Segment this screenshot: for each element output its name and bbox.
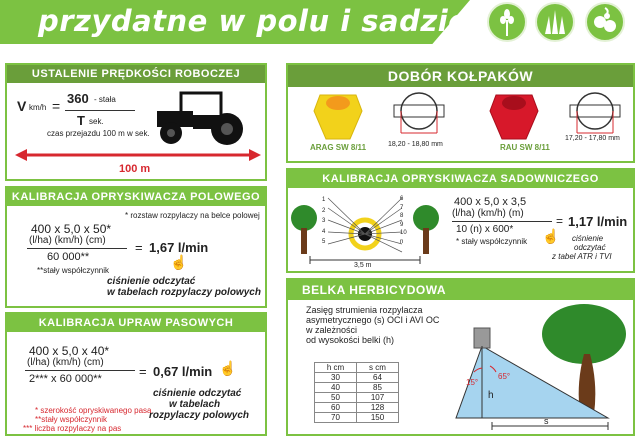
rau-label: RAU SW 8/11 (500, 143, 550, 152)
page-header (0, 0, 640, 44)
herb-angle-1: 15° (466, 378, 479, 387)
rau-range: 17,20 - 17,80 mm (565, 135, 620, 142)
time-note: czas przejazdu 100 m w sek. (47, 129, 150, 138)
herbicide-panel (286, 278, 635, 436)
herb-angle-2: 65° (498, 372, 511, 381)
caps-panel (286, 63, 635, 163)
nozzle-number: 7 (400, 204, 404, 211)
table-cell: 107 (357, 393, 399, 403)
row-denominator: 2*** x 60 000** (29, 373, 102, 385)
hand-pointer-icon: ☝ (219, 360, 237, 376)
row-note-3: *** liczba rozpylaczy na pas (23, 424, 122, 433)
table-header: h cm (315, 363, 357, 373)
field-read-1: ciśnienie odczytać (107, 276, 196, 287)
arag-dimension-diagram (384, 89, 454, 145)
orchard-denominator: 10 (n) x 600* (456, 224, 514, 235)
orchard-diagram (290, 194, 440, 272)
orchard-fraction-line (452, 221, 552, 222)
speed-fraction-line (65, 110, 135, 111)
nozzle-number: 3 (322, 218, 326, 224)
table-cell: 40 (315, 383, 357, 393)
row-note-2: **stały współczynnik (35, 415, 108, 424)
orchard-read-1: ciśnienie (572, 234, 604, 243)
field-denominator: 60 000** (47, 251, 90, 263)
speed-title: USTALENIE PRĘDKOŚCI ROBOCZEJ CIĄGNIKA (7, 65, 265, 83)
field-eq: = (135, 240, 143, 255)
orchard-read-3: z tabel ATR i TVI (552, 252, 612, 261)
hand-pointer-icon: ☝ (542, 228, 560, 244)
speed-eq: = (52, 98, 61, 114)
herb-desc-1: Zasięg strumienia rozpylacza (306, 305, 423, 315)
speed-denominator: T (77, 113, 85, 128)
nozzle-number: 2 (322, 207, 326, 214)
orchard-eq: = (556, 214, 564, 228)
herb-desc-4: od wysokości belki (h) (306, 335, 395, 345)
orchard-width-label: 3,5 m (354, 262, 372, 269)
herb-s-label: s (544, 416, 549, 426)
nozzle-number: 4 (322, 228, 326, 235)
field-result: 1,67 l/min (149, 240, 209, 255)
field-read-2: w tabelach rozpylaczy polowych (107, 287, 261, 298)
table-cell: 50 (315, 393, 357, 403)
orchard-result: 1,17 l/min (568, 214, 628, 229)
nozzle-number: 10 (400, 230, 407, 236)
tractor-icon (153, 89, 261, 147)
nozzle-number: 1 (322, 197, 326, 203)
nozzle-number: 5 (322, 239, 326, 245)
distance-label: 100 m (119, 163, 151, 175)
hand-pointer-icon: ☝ (170, 254, 188, 270)
herb-h-label: h (488, 390, 494, 401)
table-cell: 64 (357, 373, 399, 383)
table-row (315, 383, 399, 393)
nozzle-number: 9 (400, 221, 404, 228)
row-crop-panel (5, 312, 267, 436)
row-note-1: * szerokość opryskiwanego pasa (35, 406, 152, 415)
orchard-title: KALIBRACJA OPRYSKIWACZA SADOWNICZEGO (288, 170, 633, 188)
table-cell: 30 (315, 373, 357, 383)
field-calibration-panel (5, 186, 267, 308)
orchard-note-const: * stały współczynnik (456, 237, 528, 246)
row-read-2: w tabelach (169, 399, 221, 410)
herb-desc-3: w zależności (306, 325, 358, 335)
herb-desc-2: asymetrycznego (s) OCI i AVI OC (306, 315, 440, 325)
orchard-left-nums (322, 195, 325, 248)
herb-table (314, 362, 399, 423)
nozzle-number: n (400, 238, 404, 245)
cereal-icon (487, 2, 527, 42)
row-units: (l/ha) (km/h) (cm) (27, 357, 104, 368)
row-numerator: 400 x 5,0 x 40* (29, 344, 110, 358)
arag-label: ARAG SW 8/11 (310, 143, 367, 152)
tree-icon (413, 205, 439, 254)
herb-title: BELKA HERBICYDOWA (288, 280, 633, 300)
field-note-top: * rozstaw rozpylaczy na belce polowej (125, 211, 260, 220)
caps-title: DOBÓR KOŁPAKÓW (288, 65, 633, 87)
v-unit: km/h (29, 103, 47, 112)
herbicide-diagram (434, 302, 634, 436)
field-title: KALIBRACJA OPRYSKIWACZA POLOWEGO (7, 188, 265, 206)
row-title: KALIBRACJA UPRAW PASOWYCH (7, 314, 265, 332)
field-numerator: 400 x 5,0 x 50* (31, 222, 112, 236)
row-fraction-line (25, 370, 135, 371)
speed-numerator: 360 (67, 91, 89, 106)
table-row (315, 413, 399, 423)
orchard-read-2: odczytać (574, 243, 606, 252)
row-result: 0,67 l/min (153, 364, 213, 379)
field-note-const: **stały współczynnik (37, 266, 110, 275)
table-header-row (315, 363, 399, 373)
rau-cap-icon (486, 89, 542, 141)
table-row (315, 393, 399, 403)
fruit-icon (585, 2, 625, 42)
orchard-right-nums (400, 195, 407, 246)
field-fraction-line (27, 248, 127, 249)
table-cell: 60 (315, 403, 357, 413)
arag-cap-icon (310, 89, 366, 141)
table-row (315, 373, 399, 383)
nozzle-number: 6 (400, 196, 404, 202)
row-read-3: rozpylaczy polowych (149, 410, 250, 421)
speed-numerator-note: - stała (94, 95, 116, 104)
nozzle-number: 8 (400, 213, 404, 219)
page-title: przydatne w polu i sadzie (38, 4, 469, 38)
row-read-1: ciśnienie odczytać (153, 388, 242, 399)
arag-range: 18,20 - 18,80 mm (388, 141, 443, 148)
table-cell: 128 (357, 403, 399, 413)
table-cell: 150 (357, 413, 399, 423)
speed-denominator-unit: sek. (89, 117, 104, 126)
orchard-units: (l/ha) (km/h) (m) (452, 208, 524, 219)
orchard-numerator: 400 x 5,0 x 3,5 (454, 196, 527, 208)
tree-icon (291, 205, 317, 254)
speed-panel (5, 63, 267, 181)
table-cell: 85 (357, 383, 399, 393)
field-units: (l/ha) (km/h) (cm) (29, 235, 106, 246)
orchard-panel (286, 168, 635, 273)
table-header: s cm (357, 363, 399, 373)
v-symbol: V (17, 98, 27, 114)
grass-icon (535, 2, 575, 42)
row-eq: = (139, 364, 147, 379)
table-row (315, 403, 399, 413)
table-cell: 70 (315, 413, 357, 423)
distance-arrow (15, 147, 261, 163)
